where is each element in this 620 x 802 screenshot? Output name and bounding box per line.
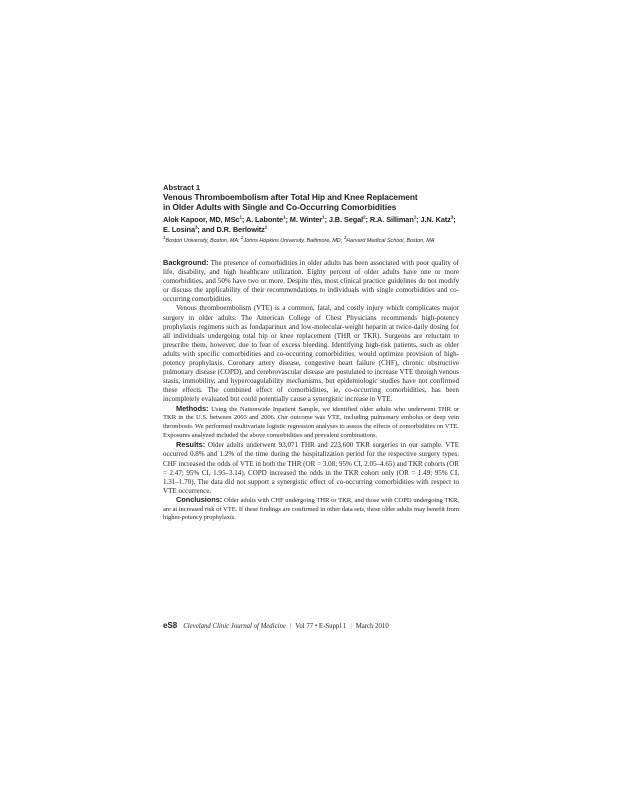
- affiliation-mark: 2: [240, 235, 244, 241]
- author-affiliation-mark: 3: [450, 214, 454, 220]
- results-paragraph: [163, 440, 459, 496]
- author-name: ; J.N. Katz: [416, 215, 451, 224]
- page-number: eS8: [163, 621, 178, 630]
- title-line-2: in Older Adults with Single and Co-Occurring Comorbidities: [163, 202, 397, 212]
- conclusions-heading: Conclusions:: [176, 494, 223, 504]
- conclusions-text: Older adults with CHF undergoing THR or TKR, and those with COPD undergoing TKR, are at increased risk of VTE. If these findings are confirmed in other data sets, these older adults may benefit from higher-potency prophylaxis.: [163, 496, 459, 522]
- vte-paragraph: Venous thromboembolism (VTE) is a common, fatal, and costly injury which complicates major surgery in older adults. The American College of Chest Physicians recommends high-potency prophylaxis regimens such as fondaparinux and low-molecular-weight heparin at twice-daily dosing for all individuals undergoing total hip or knee replacement (THR or TKR). Surgeons are reluctant to prescribe them, however, due to fear of excess bleeding. Identifying high-risk patients, such as older adults with specific comorbidities and co-occurring comorbidities, would optimize provision of high-potency prophylaxis. Coronary artery disease, congestive heart failure (CHF), chronic obstructive pulmonary disease (COPD), and cerebrovascular disease are postulated to increase VTE through venous stasis, immobility, and hypercoagulability mechanisms, but epidemiologic studies have not confirmed these effects. The combined effect of comorbidities, ie, co-occurring comorbidities, has been incompletely evaluated but could potentially cause a synergistic increase in VTE.: [163, 304, 459, 404]
- volume: Vol 77: [295, 623, 314, 630]
- results-text: Older adults underwent 93,071 THR and 223,600 TKR surgeries in our sample. VTE occurred 0.8% and 1.2% of the time during the hospitalization period for the respective surgery types. CHF increased the odds of VTE in both the THR (OR = 3.08; 95% CI, 2.05–4.65) and TKR cohorts (OR = 2.47; 95% CI, 1.95–3.14). COPD increased the odds in the TKR cohort only (OR = 1.49; 95% CI, 1.31–1.70). The data did not support a synergistic effect of co-occurring comorbidities with respect to VTE occurrence.: [163, 441, 459, 495]
- affiliations: [163, 237, 463, 246]
- background-text: The presence of comorbidities in older adults has been associated with poor quality of life, disability, and high healthcare utilization. Eighty percent of older adults have one or more comorbidities, and 50% have two or more. Despite this, most clinical practice guidelines do not modify or discuss the applicability of their recommendations to individuals with single comorbidities and co-occurring comorbidities.: [163, 259, 459, 304]
- issue-date: March 2010: [355, 623, 389, 630]
- author-affiliation-mark: 1: [239, 214, 242, 220]
- abstract-body: [163, 258, 459, 523]
- author-name: Alok Kapoor, MD, MSc: [163, 215, 240, 224]
- footer-divider: |: [289, 623, 292, 630]
- methods-paragraph: [163, 405, 459, 441]
- methods-heading: Methods:: [176, 403, 209, 413]
- supplement: E-Suppl 1: [318, 623, 347, 630]
- author-name: ; A. Labonte: [241, 215, 284, 224]
- conclusions-paragraph: [163, 496, 459, 523]
- background-heading: Background:: [163, 258, 209, 267]
- page-footer: [163, 621, 463, 630]
- background-paragraph: [163, 258, 459, 304]
- author-name: ; R.A. Silliman: [365, 215, 414, 224]
- author-affiliation-mark: 1: [322, 214, 325, 220]
- affiliation-text: Boston University, Boston, MA;: [165, 238, 241, 244]
- title-line-1: Venous Thromboembolism after Total Hip and Knee Replacement: [163, 192, 418, 202]
- affiliation-mark: 3: [343, 235, 347, 241]
- author-affiliation-mark: 3: [194, 224, 198, 230]
- affiliation-mark: 1: [163, 235, 166, 241]
- footer-divider: |: [350, 623, 352, 630]
- author-list: [163, 215, 463, 235]
- abstract-title: [163, 192, 463, 212]
- author-affiliation-mark: 2: [363, 214, 366, 220]
- affiliation-text: Johns Hopkins University, Baltimore, MD;: [243, 238, 344, 244]
- author-name: ; M. Winter: [285, 215, 323, 224]
- abstract-label: Abstract 1: [163, 183, 201, 192]
- bullet-separator: •: [314, 623, 318, 630]
- author-affiliation-mark: 1: [413, 214, 417, 220]
- author-name: ; E. Losina: [163, 215, 456, 234]
- author-name: ; J.B. Segal: [324, 215, 364, 224]
- journal-name: Cleveland Clinic Journal of Medicine: [183, 623, 286, 630]
- author-name: ; and D.R. Berlowitz: [197, 225, 265, 234]
- results-heading: Results:: [176, 440, 206, 450]
- author-affiliation-mark: 1: [264, 224, 268, 230]
- affiliation-text: Harvard Medical School, Boston, MA: [346, 238, 435, 244]
- methods-text: Using the Nationwide Inpatient Sample, we identified older adults who underwent THR or TKR in the U.S. between 2003 and 2006. Our outcome was VTE, including pulmonary embolus or deep vein thrombosis. We performed multivariate logistic regression analyses to assess the effects of comorbidities on VTE. Exposures analyzed included the above comorbidities and prevalent combinations.: [163, 405, 459, 439]
- author-affiliation-mark: 1: [283, 214, 286, 220]
